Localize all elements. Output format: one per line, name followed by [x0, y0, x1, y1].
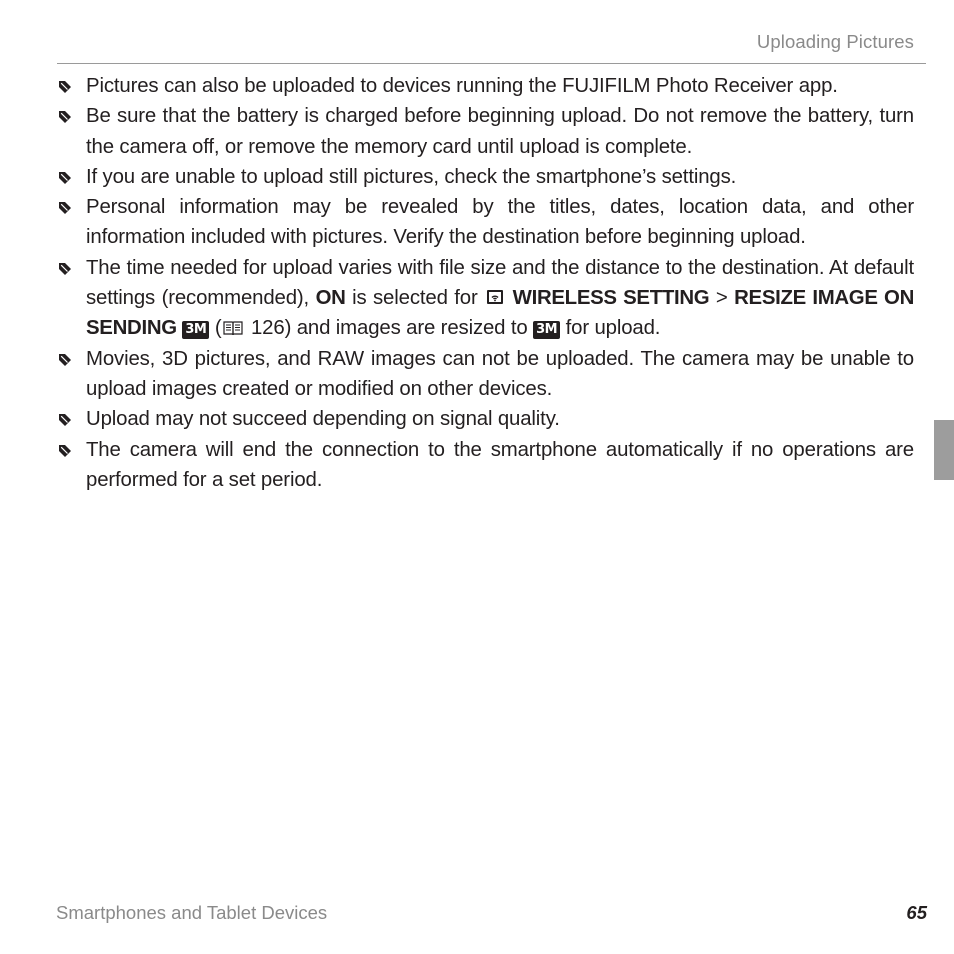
- note-text: ) and images are resized to: [284, 317, 534, 340]
- note-pencil-icon: [58, 444, 72, 458]
- note-item: [57, 71, 914, 101]
- menu-separator: >: [709, 287, 735, 310]
- note-item: [57, 162, 914, 192]
- note-item: [57, 435, 914, 496]
- note-text: Movies, 3D pictures, and RAW images can not be uploaded. The camera may be unable to upload images created or modified on other devices.: [86, 347, 914, 400]
- footer-section-name: Smartphones and Tablet Devices: [56, 902, 328, 923]
- image-size-3m-icon: 3M: [533, 321, 560, 339]
- page-number: 65: [906, 902, 927, 923]
- book-reference-icon: [223, 320, 243, 336]
- note-pencil-icon: [58, 110, 72, 124]
- note-text: is selected for: [345, 287, 485, 310]
- note-pencil-icon: [58, 80, 72, 94]
- note-pencil-icon: [58, 201, 72, 215]
- note-text: (: [209, 317, 222, 340]
- page-reference: 126: [250, 317, 285, 340]
- menu-wireless-setting: WIRELESS SETTING: [512, 287, 710, 310]
- option-on: ON: [315, 287, 346, 310]
- note-item: [57, 253, 914, 344]
- note-pencil-icon: [58, 171, 72, 185]
- note-text: Personal information may be revealed by the titles, dates, location data, and other information included with pictures. Verify the destination before beginning upload.: [86, 196, 914, 249]
- note-pencil-icon: [58, 262, 72, 276]
- note-text: If you are unable to upload still pictures, check the smartphone’s settings.: [86, 165, 737, 188]
- note-item: [57, 192, 914, 253]
- note-text: Upload may not succeed depending on signal quality.: [86, 408, 560, 431]
- note-item: [57, 101, 914, 162]
- image-size-3m-icon: 3M: [182, 321, 209, 339]
- note-text: for upload.: [560, 317, 661, 340]
- running-header: Uploading Pictures: [756, 31, 914, 52]
- menu-resize-image: RESIZE IMAGE ON SENDING: [86, 287, 915, 340]
- wireless-setting-icon: [486, 288, 504, 306]
- note-pencil-icon: [58, 413, 72, 427]
- note-text: The time needed for upload varies with file size and the distance to the destination. At default settings (recommended),: [86, 256, 914, 310]
- note-text: Be sure that the battery is charged before beginning upload. Do not remove the battery, turn the camera off, or remove the memory card until upload is complete.: [86, 105, 914, 158]
- note-pencil-icon: [58, 353, 72, 367]
- note-text: The camera will end the connection to the smartphone automatically if no operations are performed for a set period.: [86, 438, 914, 491]
- chapter-tab-marker: [934, 420, 954, 480]
- header-rule: [57, 63, 926, 64]
- note-item: [57, 344, 914, 405]
- notes-list: [57, 71, 914, 495]
- note-text: Pictures can also be uploaded to devices running the FUJIFILM Photo Receiver app.: [86, 75, 838, 97]
- note-item: [57, 404, 914, 434]
